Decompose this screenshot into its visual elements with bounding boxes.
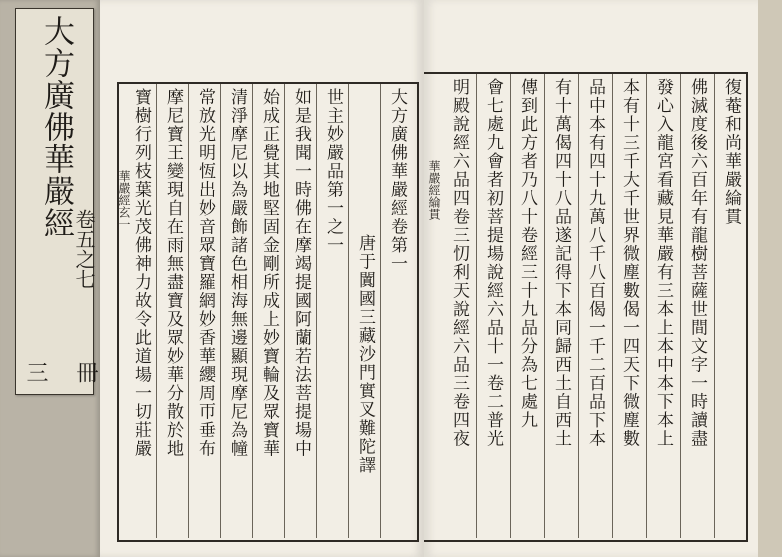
left-column-3: 世主妙嚴品第一之一 (323, 88, 343, 255)
column-rule (284, 84, 285, 538)
book-cover (0, 0, 100, 557)
cover-volume-label: 冊 (73, 361, 98, 383)
column-rule (544, 74, 545, 538)
right-column-6: 有十萬偈四十八品遂記得下本同歸西土自西土 (551, 78, 571, 448)
title-slip (15, 8, 98, 395)
column-rule (714, 74, 715, 538)
column-rule (380, 84, 381, 538)
right-column-1: 復菴和尚華嚴綸貫 (721, 78, 741, 226)
column-rule (220, 84, 221, 538)
right-column-8: 會七處九會者初菩提場說經六品十一卷二普光 (483, 78, 503, 448)
left-margin-title: 華嚴經玄一 (117, 170, 131, 230)
column-rule (476, 74, 477, 538)
left-column-9: 寶樹行列枝葉光茂佛神力故令此道場一切莊嚴 (131, 88, 151, 458)
right-column-5: 品中本有四十九萬八千八百偈一千二百品下本 (585, 78, 605, 448)
right-column-2: 佛滅度後六百年有龍樹菩薩世間文字一時讀盡 (687, 78, 707, 448)
left-column-1: 大方廣佛華嚴經卷第一 (387, 88, 407, 273)
column-rule (316, 84, 317, 538)
cover-volume: 卷五之七 (72, 209, 96, 289)
column-rule (578, 74, 579, 538)
right-column-7: 傳到此方者乃八十卷經三十九品分為七處九 (517, 78, 537, 430)
column-rule (646, 74, 647, 538)
page-edges (758, 0, 782, 557)
column-rule (680, 74, 681, 538)
column-rule (252, 84, 253, 538)
right-column-4: 本有十三千大千世界微塵數偈一四天下微塵數 (619, 78, 639, 448)
column-rule (510, 74, 511, 538)
left-column-8: 摩尼寶王變現自在雨無盡寶及眾妙華分散於地 (163, 88, 183, 458)
left-column-7: 常放光明恆出妙音眾寶羅網妙香華纓周帀垂布 (195, 88, 215, 458)
left-column-4: 如是我聞一時佛在摩竭提國阿蘭若法菩提場中 (291, 88, 311, 458)
right-column-9: 明殿說經六品四卷三忉利天說經六品三卷四夜 (449, 78, 469, 448)
cover-volume-number: 三 (23, 361, 48, 383)
column-rule (612, 74, 613, 538)
column-rule (348, 84, 349, 538)
left-column-2: 唐于闐國三藏沙門實叉難陀譯 (355, 234, 375, 475)
column-rule (188, 84, 189, 538)
right-margin-title: 華嚴經綸貫 (427, 160, 441, 220)
left-column-5: 始成正覺其地堅固金剛所成上妙寶輪及眾寶華 (259, 88, 279, 458)
cover-title: 大方廣佛華嚴經 (38, 15, 74, 239)
left-column-6: 清淨摩尼以為嚴飾諸色相海無邊顯現摩尼為幢 (227, 88, 247, 458)
column-rule (156, 84, 157, 538)
right-column-3: 發心入龍宮看藏見華嚴有三本上本中本下本上 (653, 78, 673, 448)
